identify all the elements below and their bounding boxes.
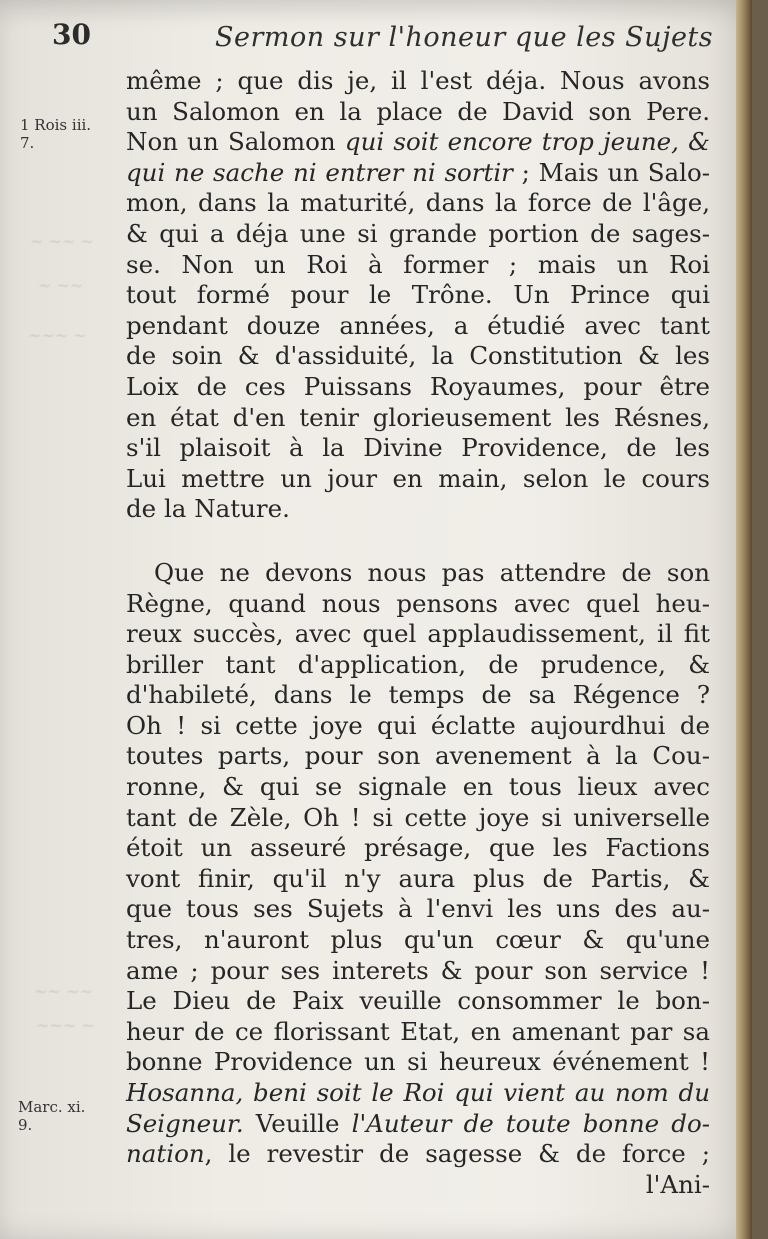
- text-line: [126, 589, 710, 620]
- running-title: Sermon sur l'honeur que les Sujets: [215, 22, 714, 53]
- text-line: [126, 772, 710, 803]
- text-segment: toutes parts, pour son avenement à la Cou-: [126, 741, 710, 771]
- text-line: [126, 158, 710, 189]
- text-segment: Loix de ces Puissans Royaumes, pour être: [126, 371, 710, 401]
- text-segment: un Salomon en la place de David son Pere.: [126, 96, 710, 126]
- text-segment: se. Non un Roi à former ; mais un Roi: [126, 249, 710, 279]
- text-line: [126, 833, 710, 864]
- italic-text: qui ne sache ni entrer ni sortir: [126, 157, 513, 187]
- text-segment: Règne, quand nous pensons avec quel heu-: [126, 588, 710, 618]
- text-segment: , le revestir de sagesse & de force ;: [204, 1139, 710, 1169]
- text-line: [126, 341, 710, 372]
- text-line: [126, 894, 710, 925]
- text-segment: de la Nature.: [126, 494, 290, 524]
- text-segment: mon, dans la maturité, dans la force de l'âge,: [126, 188, 710, 218]
- page-edge: [736, 0, 752, 1239]
- italic-text: nation: [126, 1139, 205, 1169]
- text-line: [126, 1047, 710, 1078]
- text-segment: en état d'en tenir glorieusement les Résnes,: [126, 402, 710, 432]
- text-segment: étoit un asseuré présage, que les Factions: [126, 833, 710, 863]
- text-line: [126, 66, 710, 97]
- text-segment: Veuille: [243, 1108, 352, 1138]
- margin-note-reference: Marc. xi.: [18, 1098, 86, 1116]
- text-line: [126, 650, 710, 681]
- text-line: [126, 711, 710, 742]
- body-text: [126, 66, 710, 1200]
- text-segment: de soin & d'assiduité, la Constitution & les: [126, 341, 710, 371]
- text-line: [126, 250, 710, 281]
- text-line: [126, 433, 710, 464]
- paragraph-gap: [126, 525, 710, 558]
- text-line: [126, 680, 710, 711]
- text-line: [126, 219, 710, 250]
- text-segment: tant de Zèle, Oh ! si cette joye si universelle: [126, 802, 710, 832]
- text-segment: reux succès, avec quel applaudissement, il fit: [126, 619, 710, 649]
- text-segment: tout formé pour le Trône. Un Prince qui: [126, 280, 710, 310]
- paragraph: [126, 66, 710, 525]
- text-segment: Oh ! si cette joye qui éclatte aujourdhui de: [126, 710, 710, 740]
- text-segment: ame ; pour ses interets & pour son service !: [126, 955, 710, 985]
- margin-note: [20, 116, 91, 152]
- text-segment: tres, n'auront plus qu'un cœur & qu'une: [126, 925, 710, 955]
- text-segment: & qui a déja une si grande portion de sages-: [126, 218, 710, 248]
- show-through-mark: ~~~ ~: [36, 1016, 95, 1035]
- text-segment: que tous ses Sujets à l'envi les uns des au-: [126, 894, 710, 924]
- text-line: [126, 619, 710, 650]
- text-segment: Que ne devons nous pas attendre de son: [154, 557, 710, 587]
- text-line: [126, 925, 710, 956]
- text-line: [126, 803, 710, 834]
- text-line: [126, 188, 710, 219]
- text-segment: pendant douze années, a étudié avec tant: [126, 310, 710, 340]
- italic-text: qui soit encore trop jeune, &: [344, 127, 710, 157]
- show-through-mark: ~ ~~: [38, 276, 84, 295]
- margin-note: [18, 1098, 85, 1134]
- text-line: [126, 864, 710, 895]
- text-line: [126, 372, 710, 403]
- text-segment: heur de ce florissant Etat, en amenant par sa: [126, 1016, 710, 1046]
- show-through-mark: ~~~ ~: [28, 326, 87, 345]
- text-line: [126, 127, 710, 158]
- margin-note-verse: 9.: [18, 1116, 33, 1134]
- text-segment: bonne Providence un si heureux événement !: [126, 1047, 710, 1077]
- text-segment: même ; que dis je, il l'est déja. Nous avons: [126, 66, 710, 95]
- margin-note-reference: 1 Rois iii.: [20, 116, 92, 134]
- text-line: [126, 464, 710, 495]
- text-line: [126, 741, 710, 772]
- show-through-mark: ~ ~~ ~: [30, 232, 94, 251]
- text-segment: s'il plaisoit à la Divine Providence, de les: [126, 433, 710, 463]
- text-segment: Non un Salomon: [126, 127, 345, 157]
- paragraph: [126, 558, 710, 1170]
- margin-note-verse: 7.: [20, 134, 35, 152]
- italic-text: Hosanna, beni soit le Roi qui vient au nom du: [126, 1078, 710, 1107]
- text-line: [126, 956, 710, 987]
- text-line: [126, 1109, 710, 1140]
- text-line: [126, 986, 710, 1017]
- text-segment: d'habileté, dans le temps de sa Régence ?: [126, 680, 710, 710]
- text-line: [126, 97, 710, 128]
- text-line: [126, 494, 710, 525]
- text-segment: vont finir, qu'il n'y aura plus de Partis, &: [126, 863, 710, 893]
- text-segment: Lui mettre un jour en main, selon le cours: [126, 463, 710, 493]
- page-number: 30: [52, 18, 91, 51]
- text-line: [126, 1017, 710, 1048]
- text-segment: ronne, & qui se signale en tous lieux avec: [126, 772, 710, 802]
- text-line: [126, 1078, 710, 1109]
- text-line: [126, 403, 710, 434]
- text-line: [126, 311, 710, 342]
- italic-text: Seigneur.: [126, 1108, 244, 1138]
- text-line: [126, 1139, 710, 1170]
- catchword: l'Ani-: [645, 1169, 710, 1199]
- show-through-mark: ~~ ~~: [34, 982, 93, 1001]
- text-segment: ; Mais un Salo-: [512, 157, 711, 187]
- text-line: [126, 558, 710, 589]
- italic-text: l'Auteur de toute bonne do-: [351, 1108, 710, 1138]
- text-line: [126, 280, 710, 311]
- page-header: [0, 18, 752, 58]
- text-segment: Le Dieu de Paix veuille consommer le bon-: [126, 986, 710, 1016]
- text-segment: briller tant d'application, de prudence, &: [126, 649, 710, 679]
